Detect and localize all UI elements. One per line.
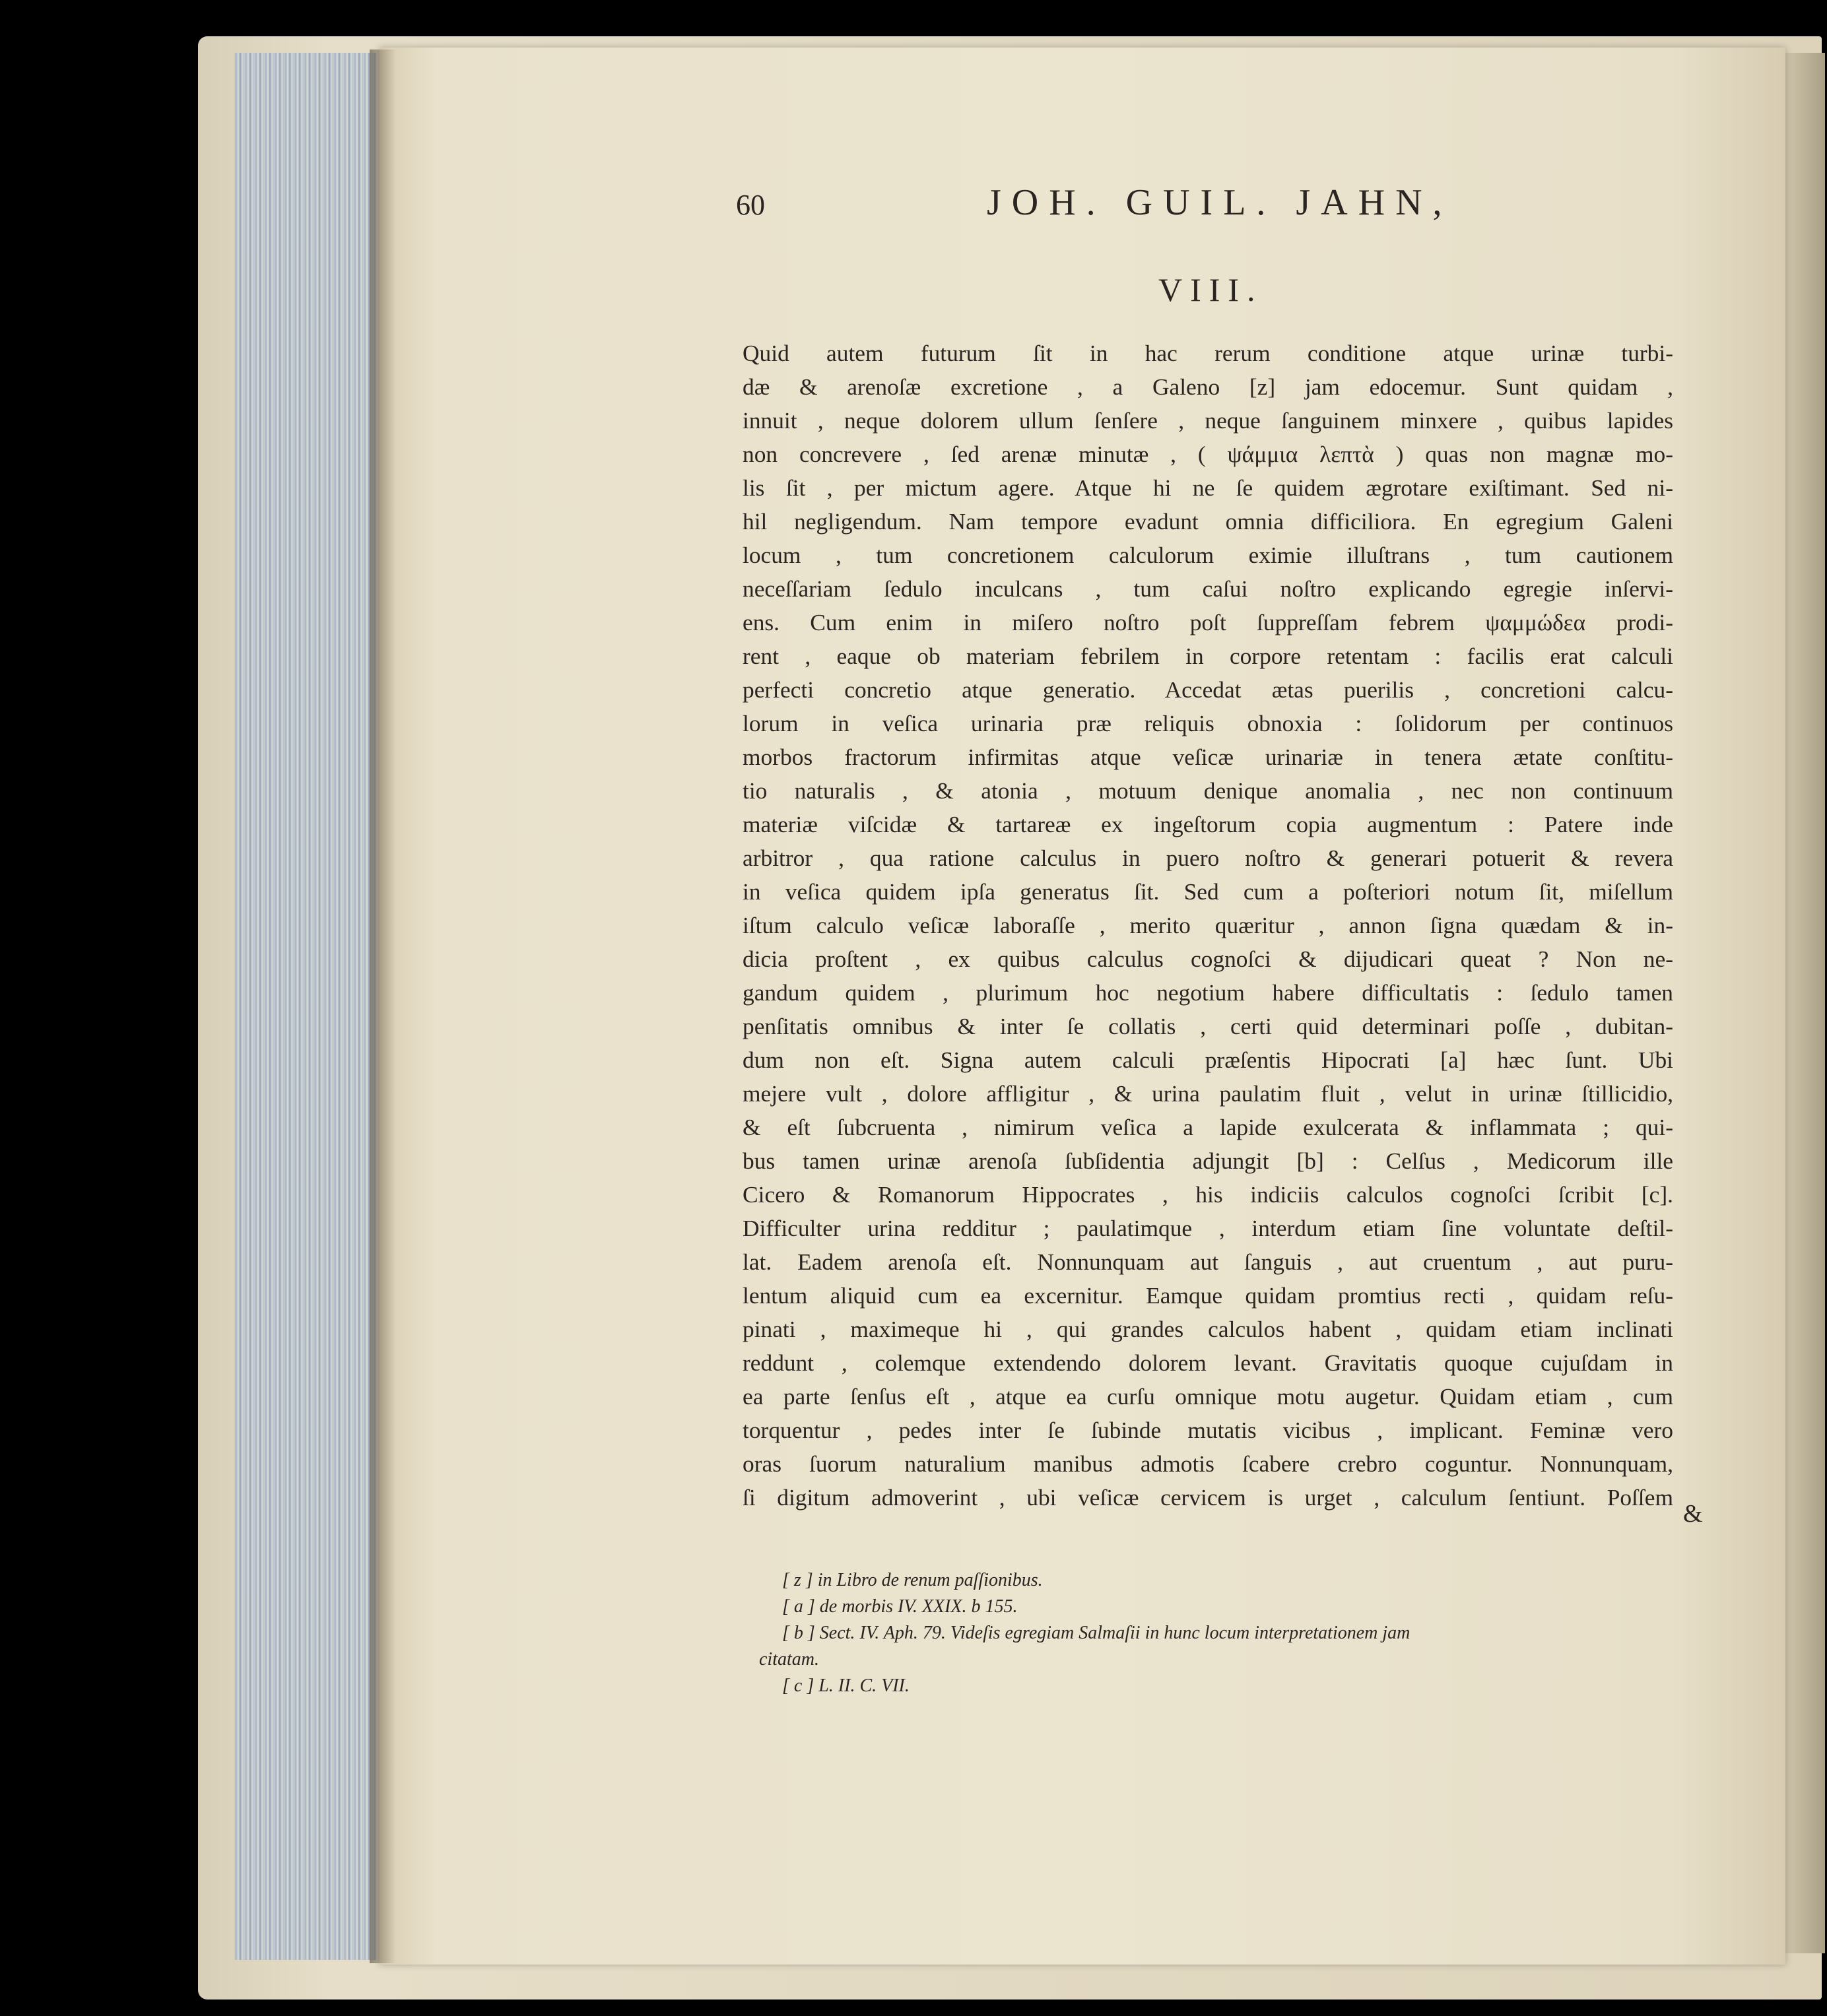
body-line: innuit , neque dolorem ullum ſenſere , neque ſanguinem minxere , quibus lapides	[743, 407, 1673, 434]
body-line: Cicero & Romanorum Hippocrates , his indiciis calculos cognoſci ſcribit [c].	[743, 1181, 1673, 1208]
body-line: non concrevere , ſed arenæ minutæ , ( ψάμμια λεπτὰ ) quas non magnæ mo-	[743, 441, 1673, 467]
body-text	[743, 337, 1673, 1514]
body-line: dum non eſt. Signa autem calculi præſentis Hipocrati [a] hæc ſunt. Ubi	[743, 1047, 1673, 1073]
body-line: neceſſariam ſedulo inculcans , tum caſui noſtro explicando egregie inſervi-	[743, 575, 1673, 602]
body-line: oras ſuorum naturalium manibus admotis ſcabere crebro coguntur. Nonnunquam,	[743, 1450, 1673, 1477]
body-line: ens. Cum enim in miſero noſtro poſt ſuppreſſam febrem ψαμμώδεα prodi-	[743, 609, 1673, 635]
catchword: &	[1683, 1500, 1703, 1528]
body-line: hil negligendum. Nam tempore evadunt omnia difficiliora. En egregium Galeni	[743, 508, 1673, 535]
body-line: Difficulter urina redditur ; paulatimque , interdum etiam ſine voluntate deſtil-	[743, 1215, 1673, 1241]
body-line: rent , eaque ob materiam febrilem in corpore retentam : facilis erat calculi	[743, 643, 1673, 669]
body-line: penſitatis omnibus & inter ſe collatis , certi quid determinari poſſe , dubitan-	[743, 1013, 1673, 1039]
page-edges	[234, 53, 376, 1960]
body-line: in veſica quidem ipſa generatus ſit. Sed cum a poſteriori notum ſit, miſellum	[743, 878, 1673, 905]
body-line: & eſt ſubcruenta , nimirum veſica a lapide exulcerata & inflammata ; qui-	[743, 1114, 1673, 1140]
body-line: materiæ viſcidæ & tartareæ ex ingeſtorum copia augmentum : Patere inde	[743, 811, 1673, 837]
body-line: ſi digitum admoverint , ubi veſicæ cervicem is urget , calculum ſentiunt. Poſſem	[743, 1484, 1673, 1511]
body-line: Quid autem futurum ſit in hac rerum conditione atque urinæ turbi-	[743, 340, 1673, 366]
footnote: [ b ] Sect. IV. Aph. 79. Videſis egregiam Salmaſii in hunc locum interpretationem jam	[782, 1623, 1411, 1643]
body-line: gandum quidem , plurimum hoc negotium habere difficultatis : ſedulo tamen	[743, 979, 1673, 1006]
page-number: 60	[736, 189, 765, 221]
footnote: [ z ] in Libro de renum paſſionibus.	[782, 1570, 1043, 1590]
footnote: citatam.	[759, 1649, 819, 1670]
body-line: dæ & arenoſæ excretione , a Galeno [z] jam edocemur. Sunt quidam ,	[743, 374, 1673, 400]
facing-page-edge	[1785, 53, 1825, 1953]
footnote: [ a ] de morbis IV. XXIX. b 155.	[782, 1596, 1018, 1617]
body-line: lis ſit , per mictum agere. Atque hi ne ſe quidem ægrotare exiſtimant. Sed ni-	[743, 474, 1673, 501]
body-line: ea parte ſenſus eſt , atque ea curſu omnique motu augetur. Quidam etiam , cum	[743, 1383, 1673, 1410]
body-line: reddunt , colemque extendendo dolorem levant. Gravitatis quoque cujuſdam in	[743, 1349, 1673, 1376]
body-line: dicia proſtent , ex quibus calculus cognoſci & dijudicari queat ? Non ne-	[743, 946, 1673, 972]
body-line: bus tamen urinæ arenoſa ſubſidentia adjungit [b] : Celſus , Medicorum ille	[743, 1148, 1673, 1174]
footnote: [ c ] L. II. C. VII.	[782, 1675, 910, 1696]
running-head	[736, 181, 1660, 234]
body-line: tio naturalis , & atonia , motuum denique anomalia , nec non continuum	[743, 777, 1673, 804]
body-line: torquentur , pedes inter ſe ſubinde mutatis vicibus , implicant. Feminæ vero	[743, 1417, 1673, 1443]
gutter-shadow	[370, 49, 396, 1963]
body-line: arbitror , qua ratione calculus in puero noſtro & generari potuerit & revera	[743, 845, 1673, 871]
footnotes	[759, 1567, 1680, 1699]
body-line: pinati , maximeque hi , qui grandes calculos habent , quidam etiam inclinati	[743, 1316, 1673, 1342]
body-line: mejere vult , dolore affligitur , & urina paulatim fluit , velut in urinæ ſtillicidio,	[743, 1080, 1673, 1107]
body-line: morbos fractorum infirmitas atque veſicæ urinariæ in tenera ætate conſtitu-	[743, 744, 1673, 770]
body-line: lat. Eadem arenoſa eſt. Nonnunquam aut ſanguis , aut cruentum , aut puru-	[743, 1249, 1673, 1275]
running-title: JOH. GUIL. JAHN,	[987, 182, 1453, 223]
section-number: VIII.	[1158, 271, 1263, 308]
body-line: perfecti concretio atque generatio. Accedat ætas puerilis , concretioni calcu-	[743, 676, 1673, 703]
body-line: lentum aliquid cum ea excernitur. Eamque quidam promtius recti , quidam reſu-	[743, 1282, 1673, 1309]
body-line: iſtum calculo veſicæ laboraſſe , merito quæritur , annon ſigna quædam & in-	[743, 912, 1673, 938]
body-line: locum , tum concretionem calculorum eximie illuſtrans , tum cautionem	[743, 542, 1673, 568]
body-line: lorum in veſica urinaria præ reliquis obnoxia : ſolidorum per continuos	[743, 710, 1673, 736]
